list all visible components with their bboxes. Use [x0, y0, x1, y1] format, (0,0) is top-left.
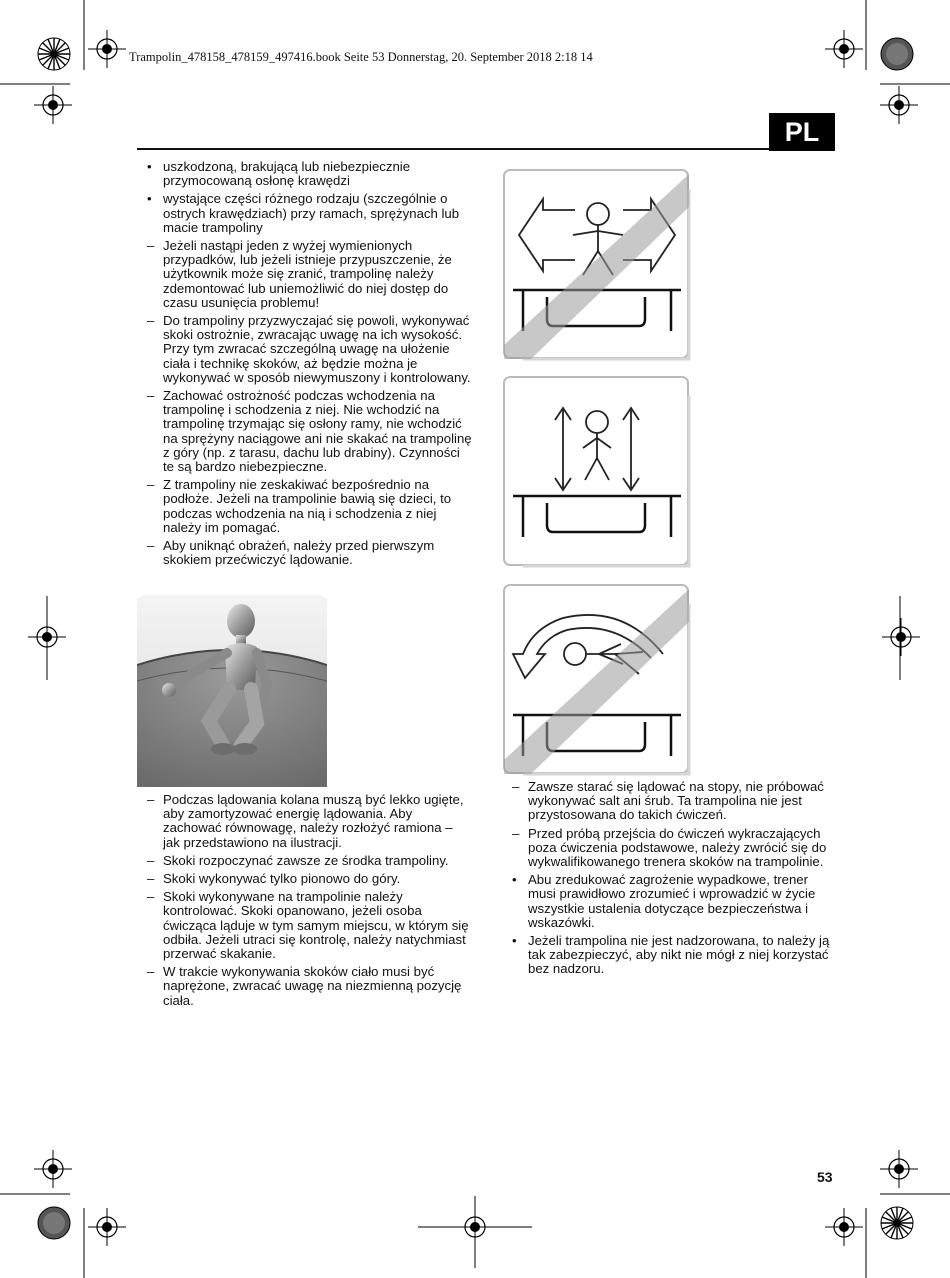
list-item: – Aby uniknąć obrażeń, należy przed pierwszym skokiem przećwiczyć lądowanie. [147, 538, 435, 568]
page-number: 53 [817, 1169, 833, 1185]
list-item: – Zachować ostrożność podczas wchodzenia na trampolinę i schodzenia z niej. Nie wchodzić na trampolinę trzymając się osłony ramy, nie wchodzić na sprężyny naciągowe ani nie skakać na trampolinę z góry (np. z tarasu, dachu lub drabiny). Czynności te są bardzo niebezpieczne. [147, 388, 472, 475]
list-item: – Jeżeli nastąpi jeden z wyżej wymienionych przypadków, lub jeżeli istnieje przypuszczenie, że użytkownik może się zranić, trampolinę należy zdemontować lub uniemożliwić do niej dostęp do czasu usunięcia problemu! [147, 238, 452, 310]
landing-posture-figure-photo [137, 595, 327, 787]
safety-list-right-bottom [502, 780, 838, 981]
print-slug: Trampolin_478158_478159_497416.book Seite 53 Donnerstag, 20. September 2018 2:18 14 [129, 50, 593, 64]
list-item: – Podczas lądowania kolana muszą być lekko ugięte, aby zamortyzować energię lądowania. Aby zachować równowagę, należy rozłożyć ramiona – jak przedstawiono na ilustracji. [147, 792, 464, 850]
language-tab: PL [769, 113, 835, 151]
list-item: • Abu zredukować zagrożenie wypadkowe, trener musi prawidłowo zrozumieć i wprowadzić w życie wszystkie ustalenia dotyczące bezpieczeństwa i wskazówki. [512, 872, 816, 930]
list-item: – Z trampoliny nie zeskakiwać bezpośrednio na podłoże. Jeżeli na trampolinie bawią się dzieci, to podczas wchodzenia na nią i schodzenia z niej należy im pomagać. [147, 477, 452, 535]
safety-list-left-top [137, 160, 473, 571]
vertical-jump-allowed-panel [503, 376, 691, 568]
list-item: – Przed próbą przejścia do ćwiczeń wykraczających poza ćwiczenia podstawowe, należy zwrócić się do wykwalifikowanego trenera skoków na trampolinie. [512, 825, 827, 870]
list-item: • uszkodzoną, brakującą lub niebezpiecznie przymocowaną osłonę krawędzi [147, 159, 411, 189]
list-item: – Zawsze starać się lądować na stopy, nie próbować wykonywać salt ani śrub. Ta trampolina nie jest przystosowana do takich ćwiczeń. [512, 779, 824, 823]
list-item: – Skoki rozpoczynać zawsze ze środka trampoliny. [147, 852, 449, 868]
sideways-jump-forbidden-panel [503, 169, 691, 361]
list-item: • wystające części różnego rodzaju (szczególnie o ostrych krawędziach) przy ramach, sprężynach lub macie trampoliny [147, 191, 460, 235]
list-item: – Skoki wykonywane na trampolinie należy kontrolować. Skoki opanowano, jeżeli osoba ćwicząca ląduje w tym samym miejscu, w którym się odbiła. Jeżeli utraci się kontrolę, należy natychmiast przerwać skakanie. [147, 889, 469, 962]
somersault-forbidden-panel [503, 584, 691, 776]
list-item: – Do trampoliny przyzwyczajać się powoli, wykonywać skoki ostrożnie, zwracając uwagę na ich wysokość. Przy tym zwracać szczególną uwagę na ułożenie ciała i technikę skoków, aż będzie można je wykonywać w sposób niewymuszony i kontrolowany. [147, 313, 471, 385]
list-item: – Skoki wykonywać tylko pionowo do góry. [147, 871, 401, 887]
list-item: – W trakcie wykonywania skoków ciało musi być naprężone, zwracać uwagę na niezmienną pozycję ciała. [147, 964, 462, 1008]
list-item: • Jeżeli trampolina nie jest nadzorowana, to należy ją tak zabezpieczyć, aby nikt nie mógł z niej korzystać bez nadzoru. [512, 933, 830, 977]
safety-list-left-bottom [137, 793, 473, 1012]
